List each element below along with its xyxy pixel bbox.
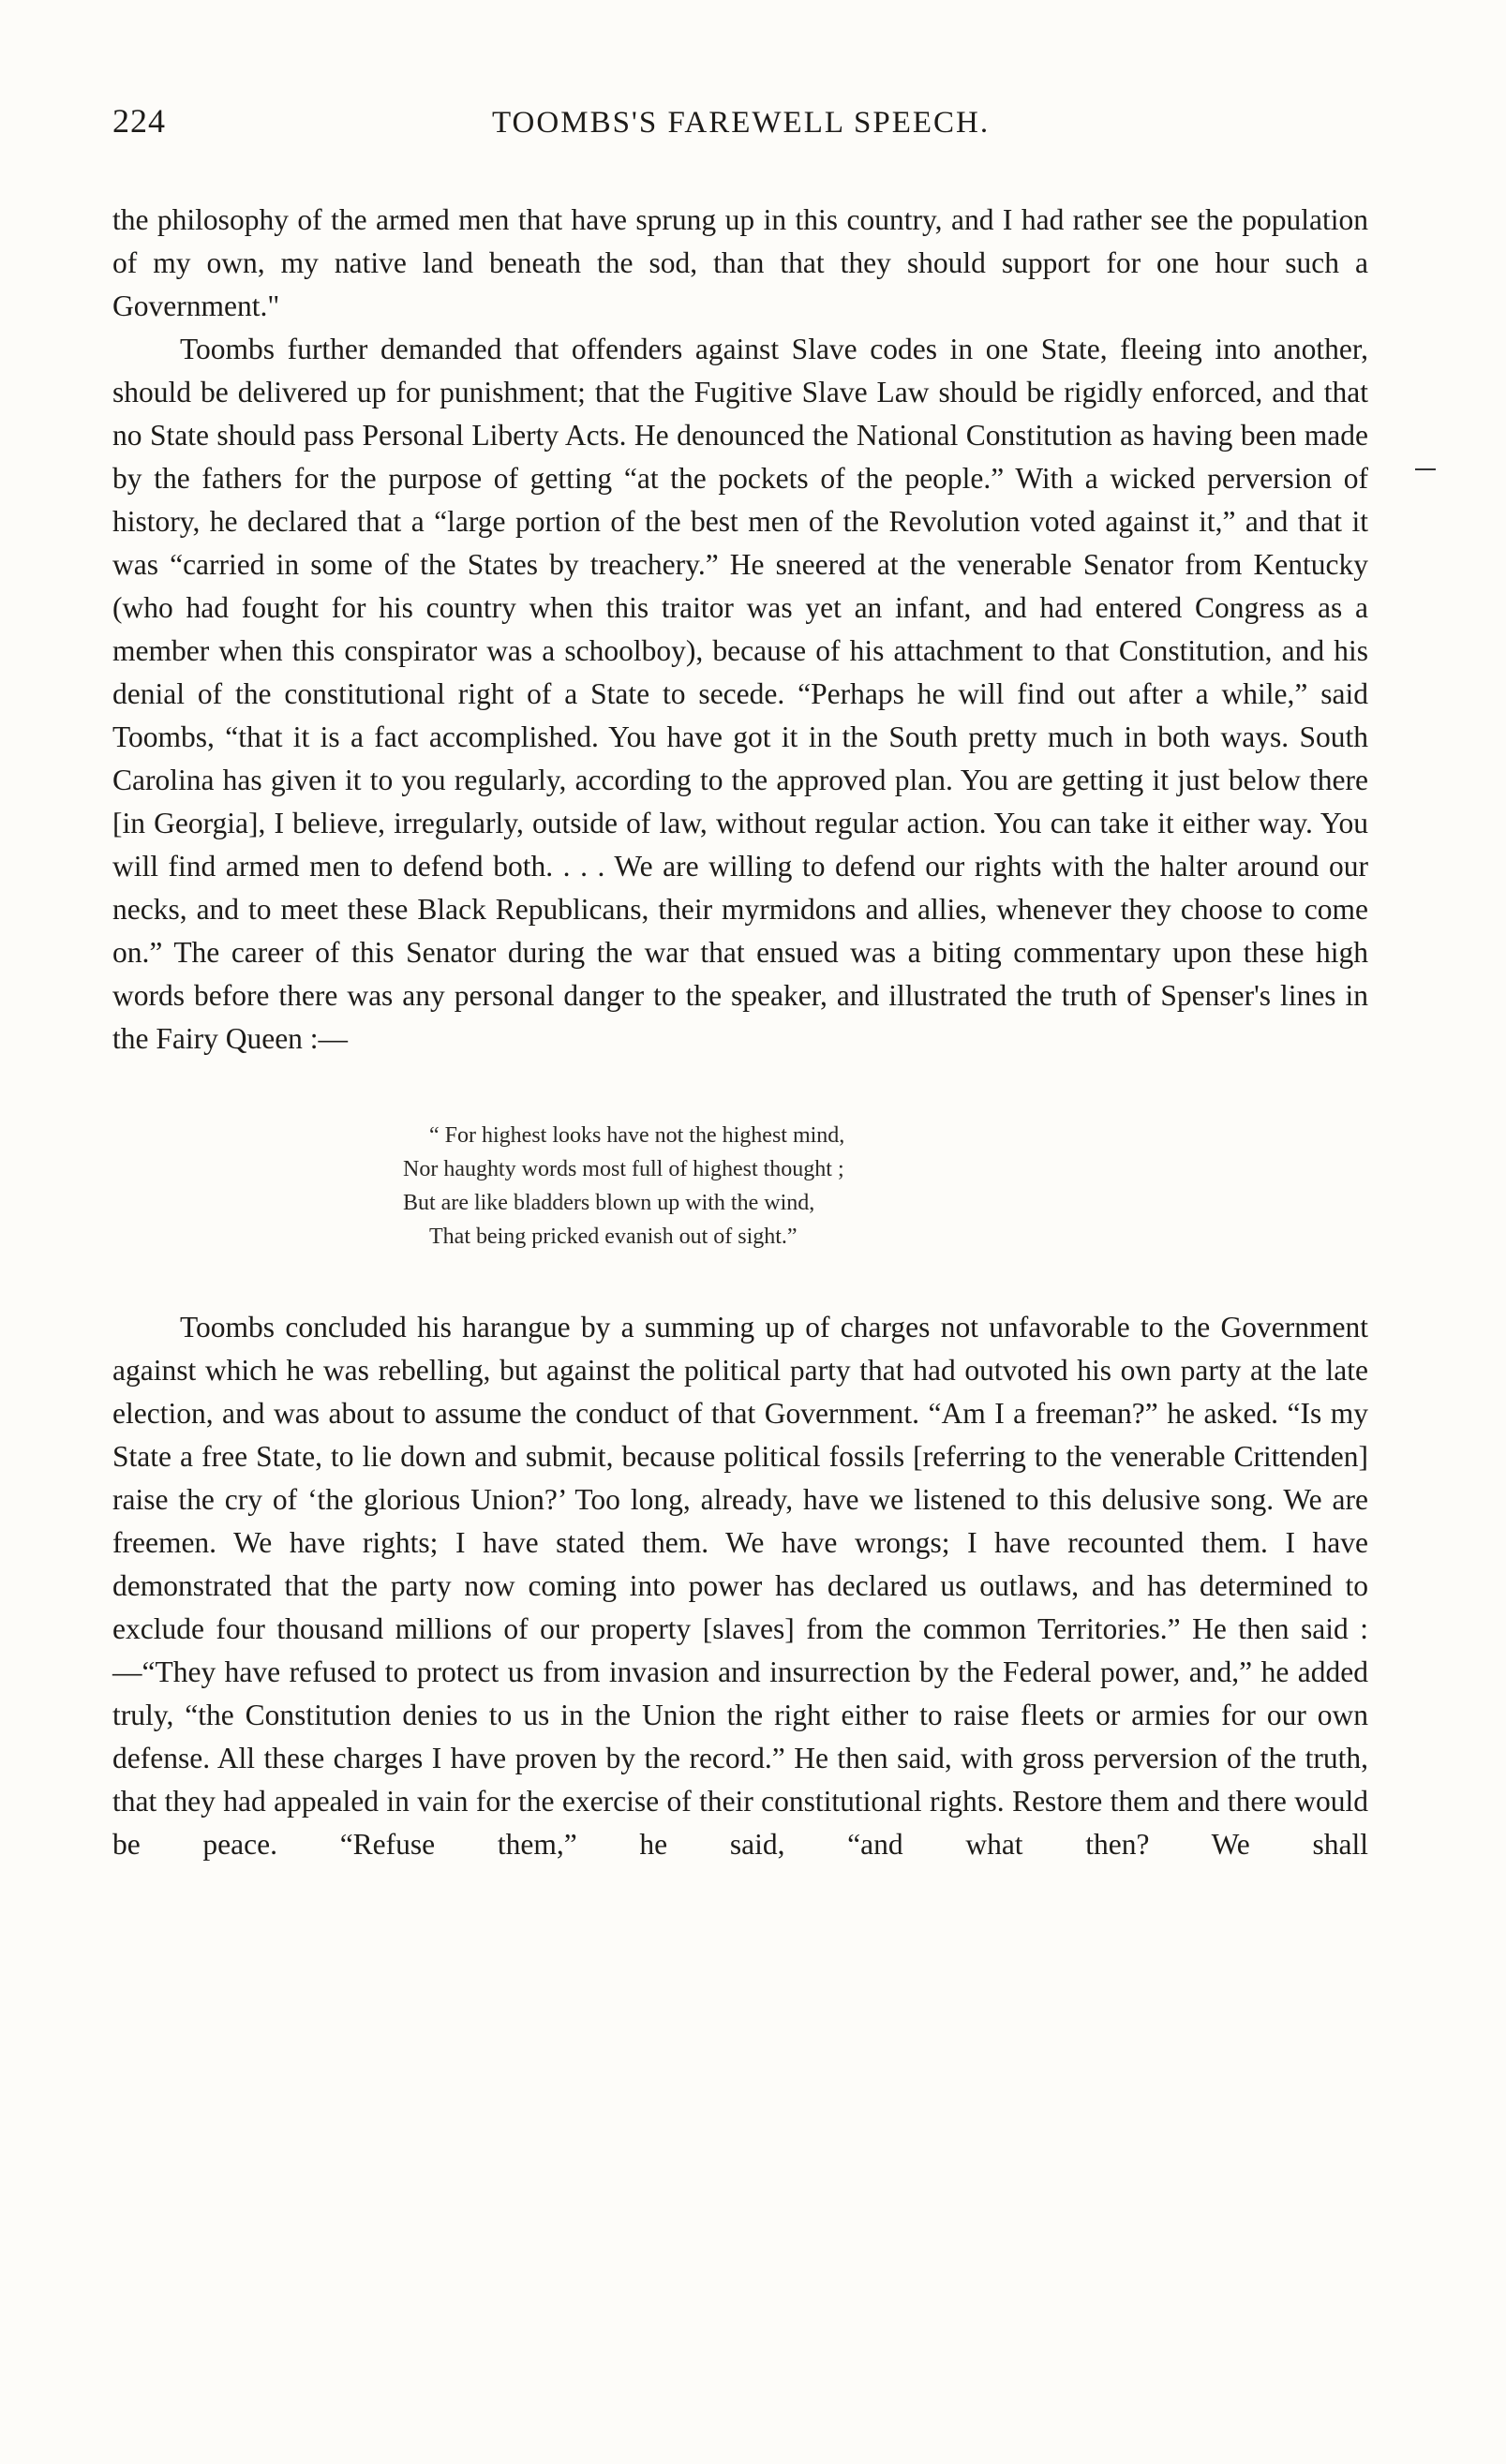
verse-line: Nor haughty words most full of highest thought ; bbox=[403, 1157, 844, 1181]
paragraph-continued: the philosophy of the armed men that have sprung up in this country, and I had rather see the population of my own, my native land beneath the sod, than that they should support for one hour such a Government." bbox=[112, 203, 1368, 322]
page-number: 224 bbox=[112, 102, 166, 140]
page-header bbox=[112, 101, 1368, 150]
verse-line: “ For highest looks have not the highest mind, bbox=[429, 1123, 845, 1148]
verse-line: That being pricked evanish out of sight.” bbox=[429, 1225, 798, 1249]
paragraph-toombs-concluded: Toombs concluded his harangue by a summing up of charges not unfavorable to the Government against which he was rebelling, but against the political party that had outvoted his own party at the late election, and was about to assume the conduct of that Government. “Am I a freeman?” he asked. “Is my State a free State, to lie down and submit, because political fossils [referring to the venerable Crittenden] raise the cry of ‘the glorious Union?’ Too long, already, have we listened to this delusive song. We are freemen. We have rights; I have stated them. We have wrongs; I have recounted them. I have demonstrated that the party now coming into power has declared us outlaws, and has determined to exclude four thousand millions of our property [slaves] from the common Territories.” He then said :—“They have refused to protect us from invasion and insurrection by the Federal power, and,” he added truly, “the Constitution denies to us in the Union the right either to raise fleets or armies for our own defense. All these charges I have proven by the record.” He then said, with gross perversion of the truth, that they had appealed in vain for the exercise of their constitutional rights. Restore them and there would be peace. “Refuse them,” he said, “and what then? We shall bbox=[112, 1311, 1368, 1861]
margin-mark bbox=[1415, 468, 1436, 470]
running-title: TOOMBS'S FAREWELL SPEECH. bbox=[492, 106, 991, 140]
book-page bbox=[112, 101, 1368, 1866]
verse-line: But are like bladders blown up with the wind, bbox=[403, 1191, 815, 1215]
verse-quotation bbox=[403, 1119, 1368, 1254]
paragraph-toombs-demands: Toombs further demanded that offenders against Slave codes in one State, fleeing into another, should be delivered up for punishment; that the Fugitive Slave Law should be rigidly enforced, and that no State should pass Personal Liberty Acts. He denounced the National Constitution as having been made by the fathers for the purpose of getting “at the pockets of the people.” With a wicked perversion of history, he declared that a “large portion of the best men of the Revolution voted against it,” and that it was “carried in some of the States by treachery.” He sneered at the venerable Senator from Kentucky (who had fought for his country when this traitor was yet an infant, and had entered Congress as a member when this conspirator was a schoolboy), because of his attachment to that Constitution, and his denial of the constitutional right of a State to secede. “Perhaps he will find out after a while,” said Toombs, “that it is a fact accomplished. You have got it in the South pretty much in both ways. South Carolina has given it to you regularly, according to the approved plan. You are getting it just below there [in Georgia], I believe, irregularly, outside of law, without regular action. You can take it either way. You will find armed men to defend both. . . . We are willing to defend our rights with the halter around our necks, and to meet these Black Republicans, their myrmidons and allies, whenever they choose to come on.” The career of this Senator during the war that ensued was a biting commentary upon these high words before there was any personal danger to the speaker, and illustrated the truth of Spenser's lines in the Fairy Queen :— bbox=[112, 333, 1368, 1055]
